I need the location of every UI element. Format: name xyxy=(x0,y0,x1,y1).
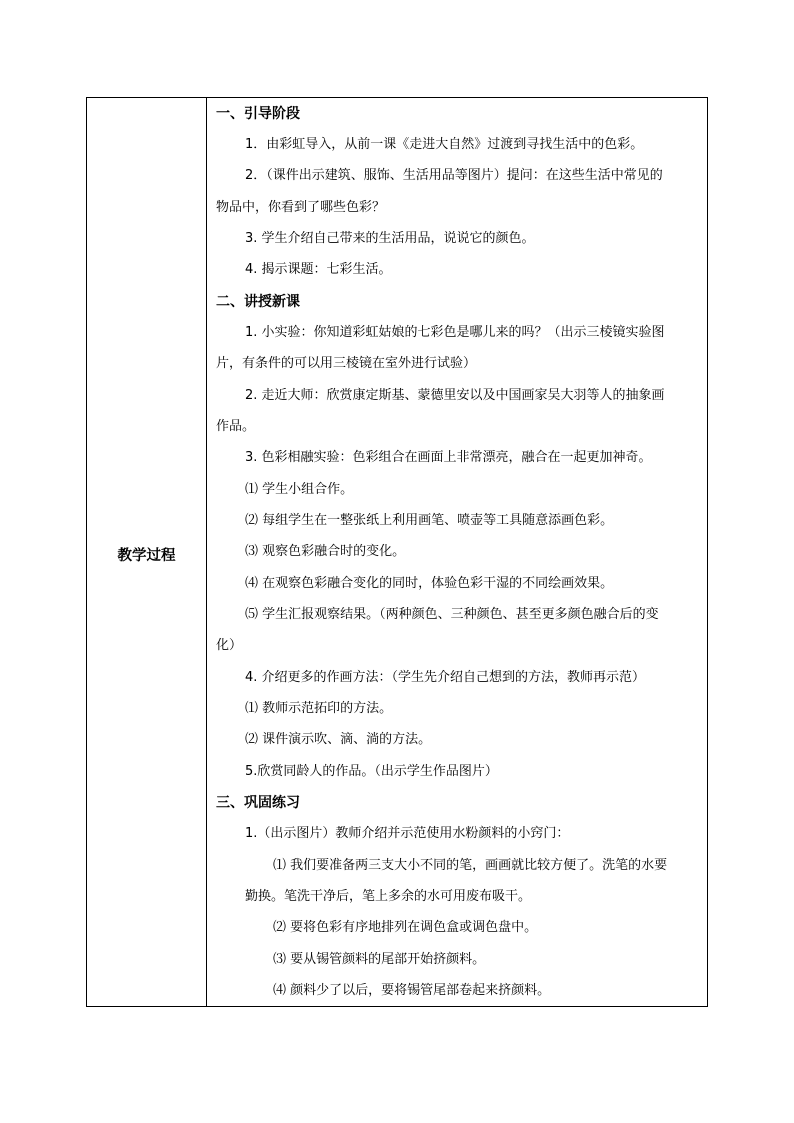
text-line: ⑴ 教师示范拓印的方法。 xyxy=(245,701,393,716)
text-line: 片，有条件的可以用三棱镜在室外进行试验） xyxy=(216,356,477,371)
text-line: ⑷ 颜料少了以后，要将锡管尾部卷起来挤颜料。 xyxy=(273,983,551,998)
text-line: ⑴ 我们要准备两三支大小不同的笔，画画就比较方便了。洗笔的水要 xyxy=(273,858,668,873)
text-line: 1.（出示图片）教师介绍并示范使用水粉颜料的小窍门： xyxy=(245,826,570,841)
text-line: 1. 小实验：你知道彩虹姑娘的七彩色是哪儿来的吗？（出示三棱镜实验图 xyxy=(245,325,665,340)
section-heading: 二、讲授新课 xyxy=(216,294,300,310)
text-line: 3. 学生介绍自己带来的生活用品，说说它的颜色。 xyxy=(245,231,535,246)
lesson-table xyxy=(86,97,708,1007)
text-line: ⑵ 课件演示吹、滴、淌的方法。 xyxy=(245,732,432,747)
text-line: 4. 介绍更多的作画方法：（学生先介绍自己想到的方法，教师再示范） xyxy=(245,670,646,685)
text-line: 1．由彩虹导入，从前一课《走进大自然》过渡到寻找生活中的色彩。 xyxy=(245,137,644,152)
text-line: ⑶ 要从锡管颜料的尾部开始挤颜料。 xyxy=(273,952,486,967)
text-line: 2. 走近大师：欣赏康定斯基、蒙德里安以及中国画家吴大羽等人的抽象画 xyxy=(245,388,665,403)
text-line: 3. 色彩相融实验：色彩组合在画面上非常漂亮，融合在一起更加神奇。 xyxy=(245,450,652,465)
section-heading: 三、巩固练习 xyxy=(216,795,300,811)
text-line: ⑵ 每组学生在一整张纸上利用画笔、喷壶等工具随意添画色彩。 xyxy=(245,513,614,528)
text-line: ⑶ 观察色彩融合时的变化。 xyxy=(245,544,406,559)
label-cell xyxy=(87,98,207,1006)
text-line: 物品中，你看到了哪些色彩？ xyxy=(216,200,386,215)
text-line: 2．（课件出示建筑、服饰、生活用品等图片）提问：在这些生活中常见的 xyxy=(245,168,663,183)
text-line: 作品。 xyxy=(216,419,256,434)
text-line: ⑴ 学生小组合作。 xyxy=(245,482,354,497)
text-line: 化） xyxy=(216,638,243,653)
text-line: ⑷ 在观察色彩融合变化的同时，体验色彩干湿的不同绘画效果。 xyxy=(245,576,614,591)
text-line: 5.欣赏同龄人的作品。（出示学生作品图片） xyxy=(245,764,498,779)
text-line: 勤换。笔洗干净后，笔上多余的水可用废布吸干。 xyxy=(245,889,532,904)
row-label: 教学过程 xyxy=(117,548,176,564)
text-line: 4. 揭示课题：七彩生活。 xyxy=(245,262,392,277)
text-line: ⑸ 学生汇报观察结果。（两种颜色、三种颜色、甚至更多颜色融合后的变 xyxy=(245,607,659,622)
text-line: ⑵ 要将色彩有序地排列在调色盒或调色盘中。 xyxy=(273,920,538,935)
section-heading: 一、引导阶段 xyxy=(216,106,300,122)
content-cell xyxy=(207,98,707,1006)
